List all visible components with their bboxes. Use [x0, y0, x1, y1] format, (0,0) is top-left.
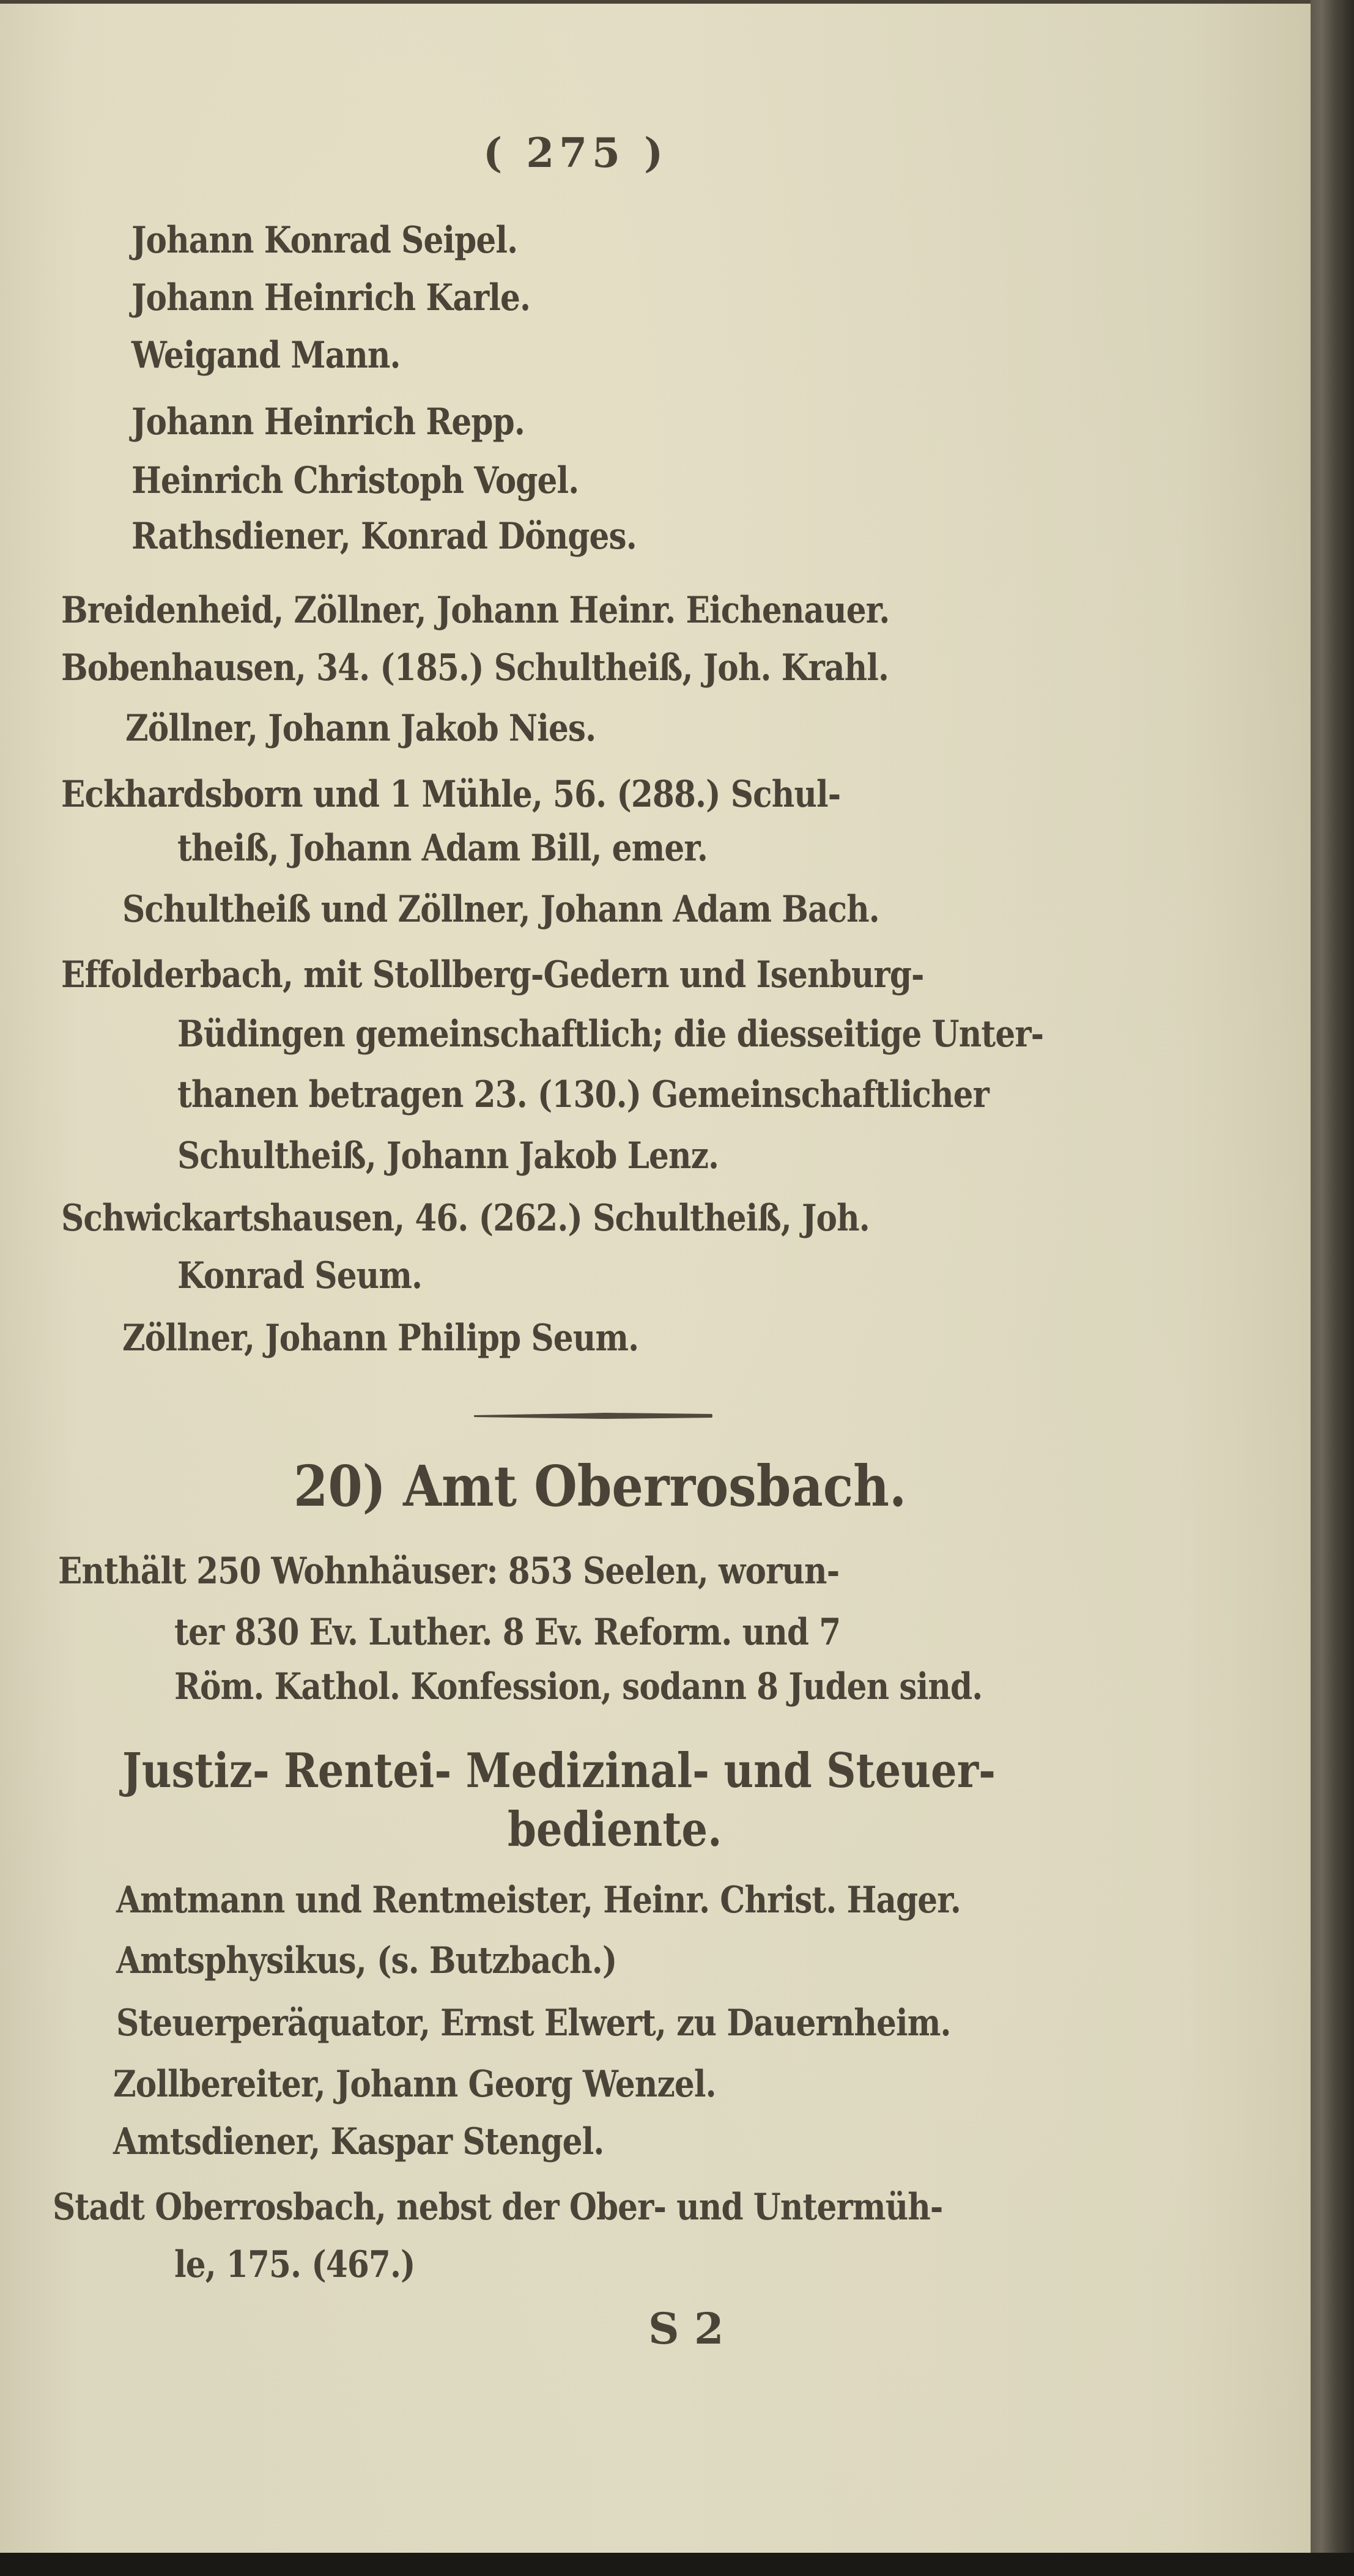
summary-line: Röm. Kathol. Konfession, sodann 8 Juden sind.	[174, 1665, 983, 1708]
book-spine-edge	[1311, 0, 1354, 2576]
official-entry: Zollbereiter, Johann Georg Wenzel.	[113, 2063, 716, 2106]
text-line: Weigand Mann.	[131, 334, 401, 377]
text-line: Zöllner, Johann Jakob Nies.	[125, 707, 596, 750]
page-number: ( 275 )	[483, 129, 668, 177]
text-line: Rathsdiener, Konrad Dönges.	[131, 515, 637, 558]
text-line: Zöllner, Johann Philipp Seum.	[122, 1317, 639, 1360]
town-line: le, 175. (467.)	[174, 2243, 415, 2286]
official-entry: Amtsphysikus, (s. Butzbach.)	[116, 1939, 617, 1982]
text-line: Eckhardsborn und 1 Mühle, 56. (288.) Schul-	[61, 773, 841, 816]
scan-bottom-edge	[0, 2553, 1354, 2576]
text-line: Johann Konrad Seipel.	[131, 219, 518, 262]
section-heading: 20) Amt Oberrosbach.	[294, 1453, 907, 1519]
official-entry: Amtmann und Rentmeister, Heinr. Christ. Hager.	[116, 1879, 961, 1922]
text-line: Büdingen gemeinschaftlich; die diesseitige Unter-	[177, 1013, 1044, 1056]
text-line: Effolderbach, mit Stollberg-Gedern und Isenburg-	[61, 953, 924, 996]
official-entry: Steuerperäquator, Ernst Elwert, zu Dauernheim.	[116, 2002, 951, 2045]
summary-line: Enthält 250 Wohnhäuser: 853 Seelen, worun-	[58, 1550, 840, 1593]
section-divider-rule	[474, 1413, 712, 1419]
book-page	[0, 4, 1311, 2553]
summary-line: ter 830 Ev. Luther. 8 Ev. Reform. und 7	[174, 1611, 841, 1654]
text-line: Schultheiß und Zöllner, Johann Adam Bach.	[122, 888, 879, 931]
signature-mark: S 2	[648, 2303, 724, 2354]
text-line: Johann Heinrich Karle.	[131, 276, 531, 319]
text-line: theiß, Johann Adam Bill, emer.	[177, 827, 708, 870]
text-line: Konrad Seum.	[177, 1254, 423, 1297]
town-line: Stadt Oberrosbach, nebst der Ober- und Untermüh-	[53, 2186, 943, 2229]
text-line: Schwickartshausen, 46. (262.) Schultheiß, Joh.	[61, 1197, 870, 1240]
text-line: Breidenheid, Zöllner, Johann Heinr. Eichenauer.	[61, 589, 890, 632]
official-entry: Amtsdiener, Kaspar Stengel.	[113, 2120, 604, 2163]
text-line: Bobenhausen, 34. (185.) Schultheiß, Joh. Krahl.	[61, 646, 889, 689]
text-line: Schultheiß, Johann Jakob Lenz.	[177, 1134, 719, 1177]
text-line: thanen betragen 23. (130.) Gemeinschaftlicher	[177, 1073, 989, 1116]
subheading-line: Justiz- Rentei- Medizinal- und Steuer-	[122, 1743, 996, 1799]
subheading-line: bediente.	[508, 1802, 722, 1857]
text-line: Heinrich Christoph Vogel.	[131, 459, 579, 502]
text-line: Johann Heinrich Repp.	[131, 401, 525, 443]
